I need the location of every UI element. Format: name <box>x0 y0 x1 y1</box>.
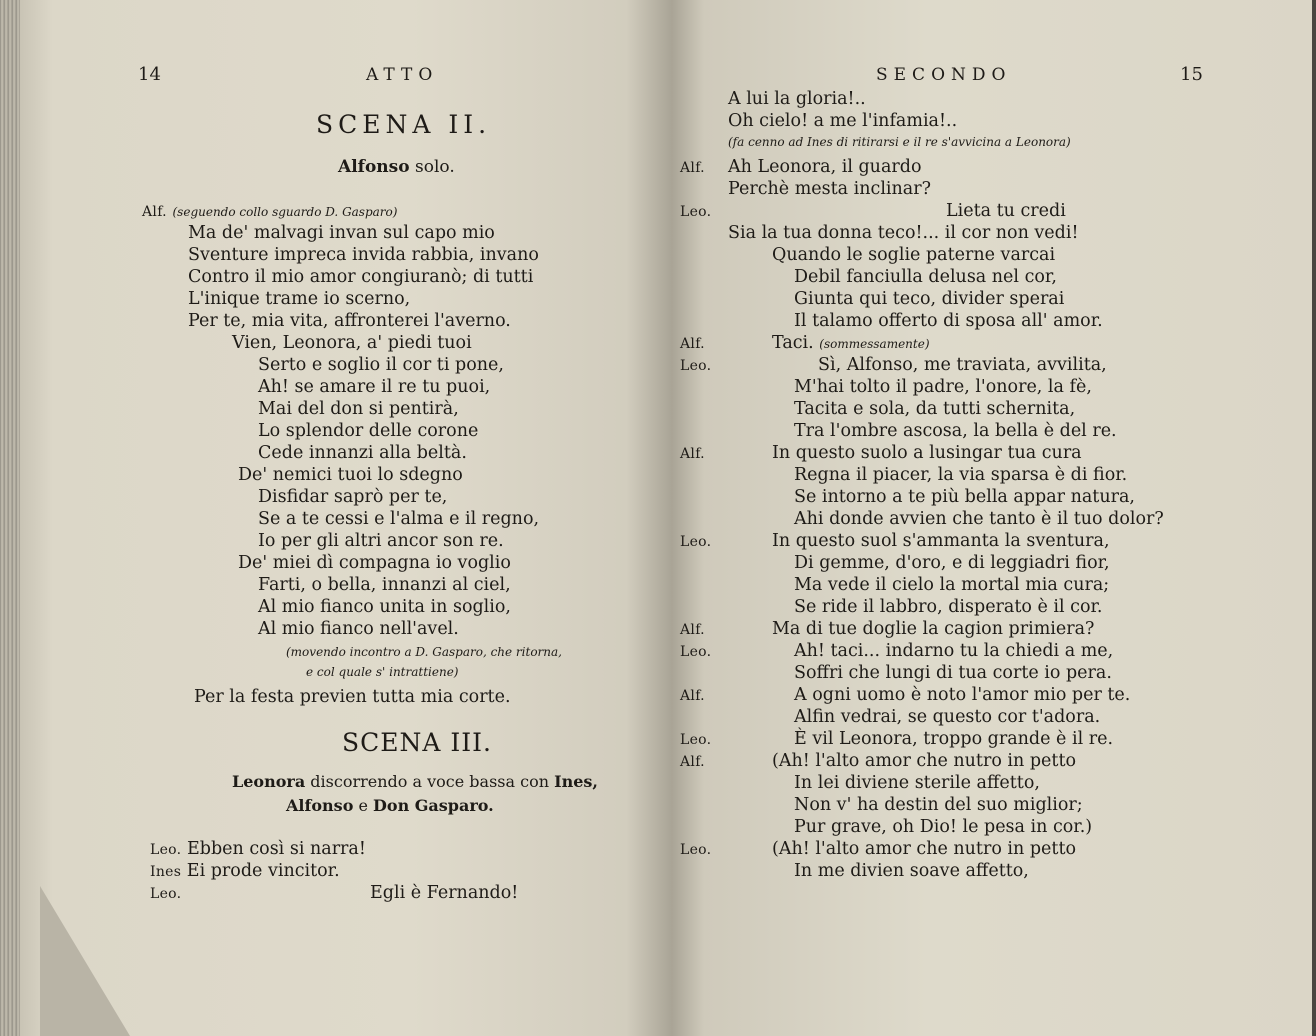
verse-line: L'inique trame io scerno, <box>188 289 411 309</box>
character-name: Alfonso <box>338 157 410 177</box>
verse-line: Al mio fianco unita in soglio, <box>258 597 511 617</box>
character-name: Ines, <box>554 772 598 791</box>
book-page-edges <box>0 0 22 1036</box>
stage-direction: (fa cenno ad Ines di ritirarsi e il re s'avvicina a Leonora) <box>728 135 1071 149</box>
verse-line: Farti, o bella, innanzi al ciel, <box>258 575 511 595</box>
speaker-label: Leo. <box>150 842 182 858</box>
speaker-label: Leo. <box>680 358 712 374</box>
verse-line: Lieta tu credi <box>946 201 1066 221</box>
verse-line: Ines Ei prode vincitor. <box>150 861 340 881</box>
speaker-label: Leo. <box>680 534 712 550</box>
verse-line: Al mio fianco nell'avel. <box>258 619 459 639</box>
verse-line: Oh cielo! a me l'infamia!.. <box>728 111 958 131</box>
verse-line: In questo suol s'ammanta la sventura, <box>772 531 1110 551</box>
verse-line: Il talamo offerto di sposa all' amor. <box>794 311 1103 331</box>
subtitle-text: solo. <box>414 157 455 177</box>
verse-line: Ma vede il cielo la mortal mia cura; <box>794 575 1110 595</box>
verse-line: Pur grave, oh Dio! le pesa in cor.) <box>794 817 1093 837</box>
stage-direction: (seguendo collo sguardo D. Gasparo) <box>172 205 398 219</box>
verse-line: In questo suolo a lusingar tua cura <box>772 443 1082 463</box>
verse-line: Tacita e sola, da tutti schernita, <box>794 399 1076 419</box>
scene-subtitle <box>232 772 598 791</box>
verse-line: M'hai tolto il padre, l'onore, la fè, <box>794 377 1092 397</box>
verse-line: A ogni uomo è noto l'amor mio per te. <box>794 685 1131 705</box>
stage-direction: (movendo incontro a D. Gasparo, che ritorna, <box>286 645 562 659</box>
running-head: ATTO <box>366 65 439 85</box>
verse-line: De' miei dì compagna io voglio <box>238 553 511 573</box>
verse-line: Di gemme, d'oro, e di leggiadri fior, <box>794 553 1110 573</box>
verse-line: Se ride il labbro, disperato è il cor. <box>794 597 1103 617</box>
character-name: Leonora <box>232 772 306 791</box>
stage-direction: (sommessamente) <box>819 337 930 351</box>
verse-line: Sventure impreca invida rabbia, invano <box>188 245 539 265</box>
verse-line: Perchè mesta inclinar? <box>728 179 931 199</box>
verse-line: Vien, Leonora, a' piedi tuoi <box>232 333 472 353</box>
subtitle-text: discorrendo a voce bassa con <box>310 772 550 791</box>
speaker-label: Leo. <box>680 842 712 858</box>
verse-line: Non v' ha destin del suo miglior; <box>794 795 1083 815</box>
verse-line: Ma di tue doglie la cagion primiera? <box>772 619 1095 639</box>
verse-line: Cede innanzi alla beltà. <box>258 443 467 463</box>
speaker-label: Alf. <box>142 204 167 220</box>
verse-line: Disfidar saprò per te, <box>258 487 448 507</box>
character-name: Alfonso <box>286 796 354 815</box>
verse-line: In lei diviene sterile affetto, <box>794 773 1040 793</box>
verse-line: Sia la tua donna teco!... il cor non vedi! <box>728 223 1079 243</box>
running-head: SECONDO <box>876 65 1012 85</box>
speaker-label: Alf. <box>680 336 705 352</box>
verse-line: Per te, mia vita, affronterei l'averno. <box>188 311 511 331</box>
verse-line: È vil Leonora, troppo grande è il re. <box>794 729 1114 749</box>
speaker-label: Leo. <box>680 644 712 660</box>
verse-line: (Ah! l'alto amor che nutro in petto <box>772 839 1077 859</box>
verse-line: Quando le soglie paterne varcai <box>772 245 1056 265</box>
verse-line: Tra l'ombre ascosa, la bella è del re. <box>794 421 1117 441</box>
verse-line: Io per gli altri ancor son re. <box>258 531 504 551</box>
left-page <box>20 0 672 1036</box>
speaker-label: Alf. <box>680 160 705 176</box>
verse-line: Ahi donde avvien che tanto è il tuo dolor? <box>794 509 1164 529</box>
scene-subtitle <box>338 157 455 177</box>
verse-line: Ma de' malvagi invan sul capo mio <box>188 223 495 243</box>
speaker-label: Leo. <box>680 732 712 748</box>
verse-line: De' nemici tuoi lo sdegno <box>238 465 463 485</box>
page-number: 14 <box>138 64 161 85</box>
verse-line: (Ah! l'alto amor che nutro in petto <box>772 751 1077 771</box>
verse-line: Regna il piacer, la via sparsa è di fior. <box>794 465 1128 485</box>
speaker-label: Leo. <box>680 204 712 220</box>
scene-subtitle <box>286 796 494 815</box>
page-number: 15 <box>1180 64 1203 85</box>
verse-line: Giunta qui teco, divider sperai <box>794 289 1065 309</box>
verse-line: In me divien soave affetto, <box>794 861 1029 881</box>
speaker-label: Alf. <box>680 688 705 704</box>
speaker-label: Alf. <box>680 622 705 638</box>
verse-line: Sì, Alfonso, me traviata, avvilita, <box>818 355 1107 375</box>
right-page <box>672 0 1312 1036</box>
speaker-label: Leo. <box>150 886 182 902</box>
verse-line: Ah Leonora, il guardo <box>728 157 922 177</box>
speaker-label: Alf. <box>680 446 705 462</box>
verse-line: A lui la gloria!.. <box>728 89 866 109</box>
verse-line: Egli è Fernando! <box>370 883 519 903</box>
verse-line: Debil fanciulla delusa nel cor, <box>794 267 1057 287</box>
character-name: Don Gasparo. <box>373 796 494 815</box>
page-curl <box>40 886 130 1036</box>
scene-title: SCENA III. <box>342 728 492 757</box>
verse-line: Mai del don si pentirà, <box>258 399 459 419</box>
subtitle-text: e <box>358 796 368 815</box>
verse-line: Soffri che lungi di tua corte io pera. <box>794 663 1112 683</box>
verse-line <box>142 200 397 223</box>
verse-line: Ah! se amare il re tu puoi, <box>258 377 491 397</box>
speaker-label: Alf. <box>680 754 705 770</box>
verse-line: Lo splendor delle corone <box>258 421 479 441</box>
scene-title: SCENA II. <box>316 110 492 139</box>
speaker-label: Ines <box>150 864 182 880</box>
verse-line: Serto e soglio il cor ti pone, <box>258 355 504 375</box>
verse-line: Se intorno a te più bella appar natura, <box>794 487 1135 507</box>
stage-direction: e col quale s' intrattiene) <box>306 665 459 679</box>
verse-line: Contro il mio amor congiuranò; di tutti <box>188 267 534 287</box>
verse-line: Ah! taci... indarno tu la chiedi a me, <box>794 641 1114 661</box>
verse-line: Se a te cessi e l'alma e il regno, <box>258 509 540 529</box>
verse-line: Leo. Ebben così si narra! <box>150 839 366 859</box>
verse-line: Per la festa previen tutta mia corte. <box>194 687 511 707</box>
verse-line: Alfin vedrai, se questo cor t'adora. <box>794 707 1101 727</box>
verse-line: Taci. (sommessamente) <box>772 333 930 353</box>
